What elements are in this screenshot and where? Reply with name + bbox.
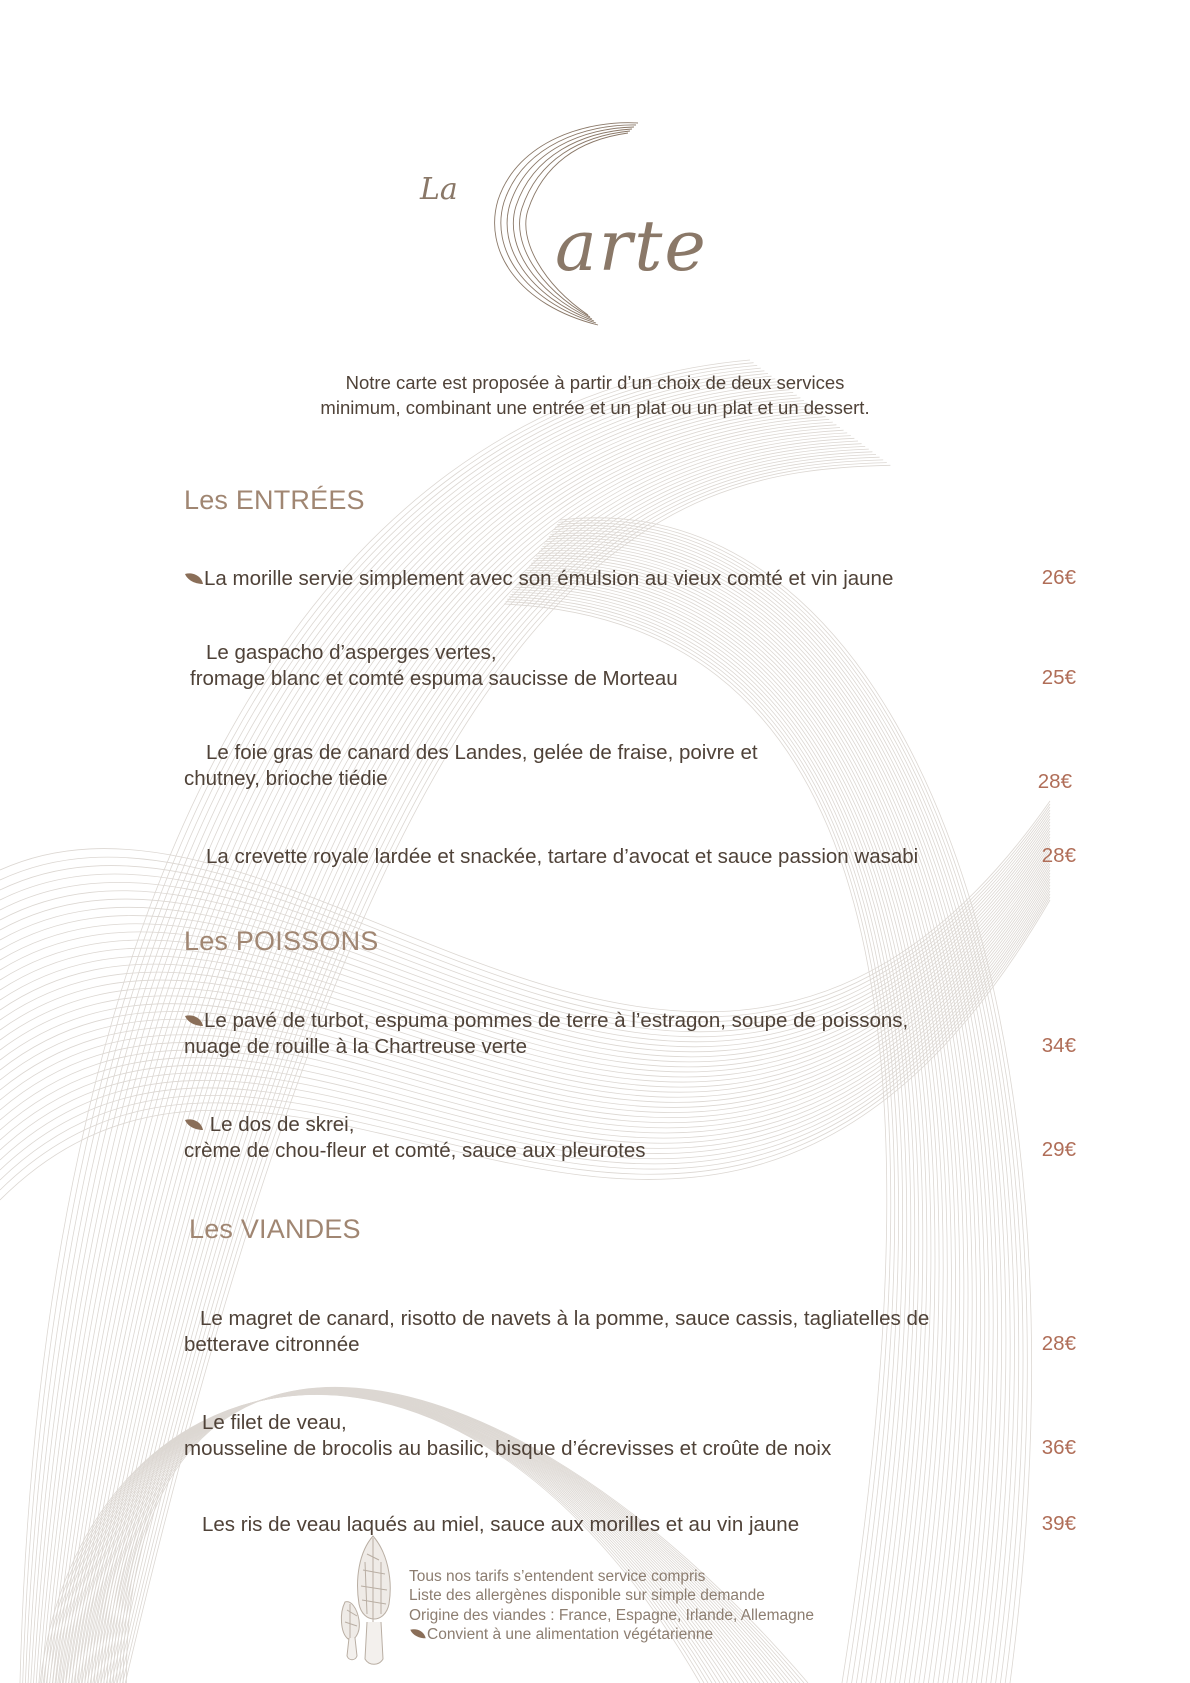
dish-poisson-2-line-2: crème de chou-fleur et comté, sauce aux pleurotes [184, 1139, 646, 1162]
dish-poisson-1-line-2: nuage de rouille à la Chartreuse verte [184, 1035, 528, 1058]
leaf-icon [409, 1628, 427, 1640]
dish-entree-3-line-2: chutney, brioche tiédie [184, 767, 388, 790]
dish-viande-1 [184, 1306, 929, 1358]
dish-entree-2-price: 25€ [1041, 666, 1076, 689]
footer-line-1: Tous nos tarifs s’entendent service compris [409, 1568, 706, 1585]
section-poissons-title: Les POISSONS [184, 926, 379, 956]
dish-poisson-1-line-1 [184, 1008, 908, 1034]
leaf-icon [184, 1118, 204, 1132]
dish-entree-1-price: 26€ [1041, 566, 1076, 589]
leaf-icon [184, 1014, 204, 1028]
dish-entree-3 [184, 740, 758, 792]
dish-entree-2 [184, 640, 678, 692]
footer-line-3: Origine des viandes : France, Espagne, Irlande, Allemagne [409, 1606, 814, 1624]
dish-poisson-2-line-1 [184, 1112, 646, 1138]
dish-entree-3-price: 28€ [1037, 770, 1072, 793]
morel-mushroom-icon [337, 1534, 407, 1669]
dish-viande-1-line-2: betterave citronnée [184, 1333, 360, 1356]
leaf-icon [184, 572, 204, 586]
dish-viande-2-price: 36€ [1041, 1436, 1076, 1459]
section-entrees-title: Les ENTRÉES [184, 485, 365, 515]
dish-viande-2-line-1: Le filet de veau, [202, 1411, 347, 1434]
dish-entree-2-line-2: fromage blanc et comté espuma saucisse de Morteau [190, 667, 678, 690]
dish-poisson-2-price: 29€ [1041, 1138, 1076, 1161]
title-la: La [420, 172, 458, 207]
dish-viande-2 [184, 1410, 831, 1462]
footer-vegetarian-note: Convient à une alimentation végétarienne [427, 1625, 714, 1643]
dish-entree-2-line-1: Le gaspacho d’asperges vertes, [206, 641, 497, 664]
footer-line-4 [409, 1625, 814, 1644]
dish-poisson-1 [184, 1008, 908, 1060]
dish-entree-4-price: 28€ [1041, 844, 1076, 867]
dish-entree-3-line-1: Le foie gras de canard des Landes, gelée de fraise, poivre et [206, 741, 758, 764]
dish-viande-3-price: 39€ [1041, 1512, 1076, 1535]
footer-line-2: Liste des allergènes disponible sur simple demande [409, 1587, 765, 1605]
dish-entree-1-text: La morille servie simplement avec son émulsion au vieux comté et vin jaune [204, 567, 894, 590]
footer-notes [409, 1567, 814, 1644]
dish-entree-4: La crevette royale lardée et snackée, tartare d’avocat et sauce passion wasabi [206, 845, 919, 868]
dish-viande-1-price: 28€ [1041, 1332, 1076, 1355]
intro-line-1: Notre carte est proposée à partir d’un choix de deux services [345, 372, 845, 393]
dish-poisson-2 [184, 1112, 646, 1164]
intro-text [250, 370, 940, 420]
dish-viande-2-line-2: mousseline de brocolis au basilic, bisque d’écrevisses et croûte de noix [184, 1437, 832, 1460]
intro-line-2: minimum, combinant une entrée et un plat ou un plat et un dessert. [320, 397, 870, 418]
dish-poisson-2-text: Le dos de skrei, [209, 1113, 355, 1136]
dish-poisson-1-price: 34€ [1041, 1034, 1076, 1057]
dish-poisson-1-text: Le pavé de turbot, espuma pommes de terre à l’estragon, soupe de poissons, [204, 1009, 909, 1032]
dish-viande-3: Les ris de veau laqués au miel, sauce aux morilles et au vin jaune [202, 1513, 800, 1536]
dish-entree-1 [184, 566, 893, 592]
section-viandes-title: Les VIANDES [189, 1214, 361, 1244]
dish-viande-1-line-1: Le magret de canard, risotto de navets à la pomme, sauce cassis, tagliatelles de [200, 1307, 930, 1330]
title-carte: arte [555, 205, 708, 287]
